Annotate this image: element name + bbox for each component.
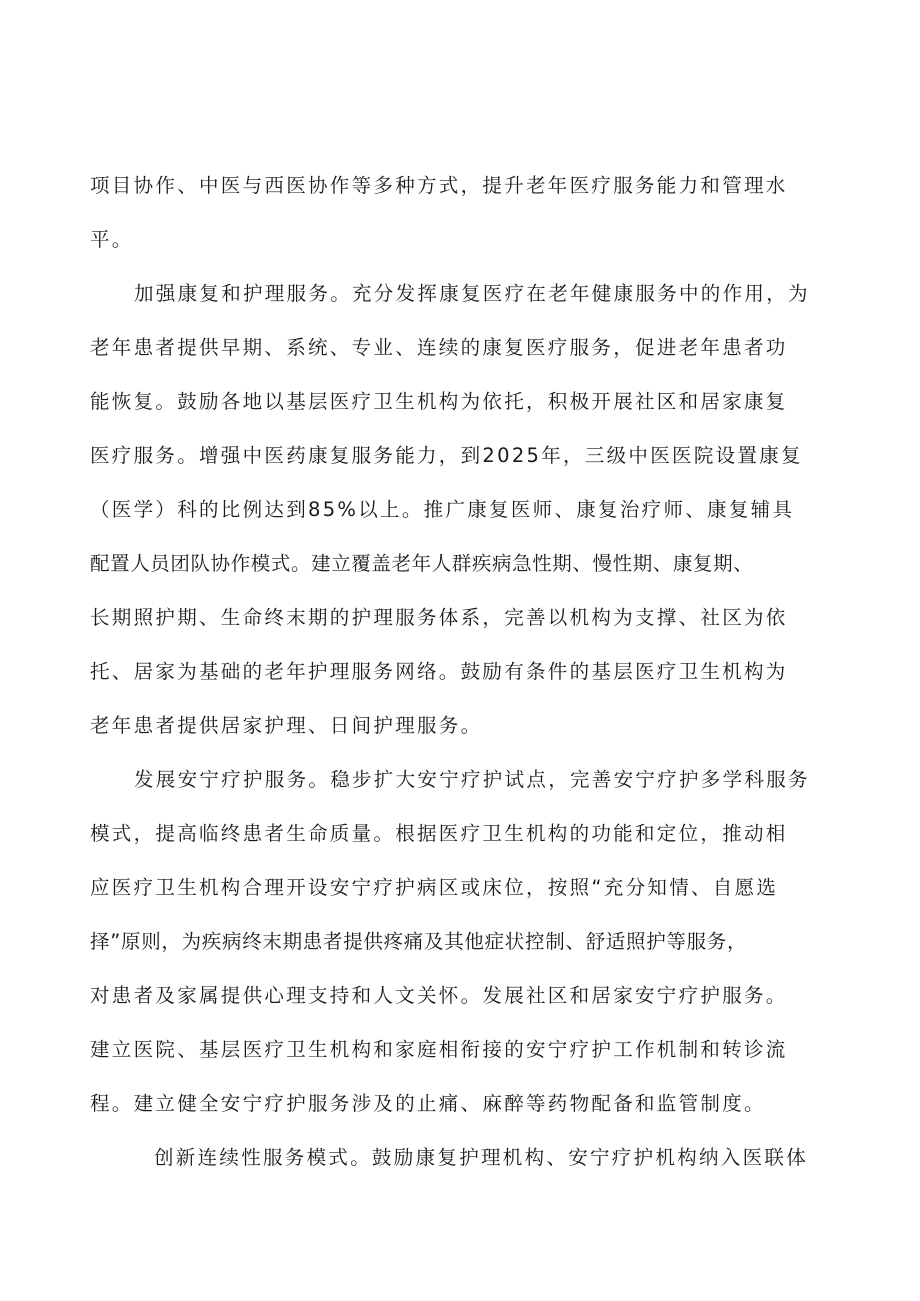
text-line: 能恢复。鼓励各地以基层医疗卫生机构为依托，积极开展社区和居家康复 — [90, 390, 788, 413]
text-line: 择”原则，为疾病终末期患者提供疼痛及其他症状控制、舒适照护等服务， — [90, 930, 748, 953]
paragraph-start-line: 创新连续性服务模式。鼓励康复护理机构、安宁疗护机构纳入医联体 — [154, 1146, 809, 1169]
paragraph-start-line: 加强康复和护理服务。充分发挥康复医疗在老年健康服务中的作用，为 — [134, 282, 810, 305]
text-line: 项目协作、中医与西医协作等多种方式，提升老年医疗服务能力和管理水 — [90, 174, 788, 197]
text-line: 程。建立健全安宁疗护服务涉及的止痛、麻醉等药物配备和监管制度。 — [90, 1092, 766, 1115]
text-line: 医疗服务。增强中医药康复服务能力，到2025年，三级中医医院设置康复 — [90, 444, 803, 467]
text-line: 平。 — [90, 228, 134, 251]
text-line: 应医疗卫生机构合理开设安宁疗护病区或床位，按照“充分知情、自愿选 — [90, 876, 779, 899]
text-line: 模式，提高临终患者生命质量。根据医疗卫生机构的功能和定位，推动相 — [90, 822, 788, 845]
text-line: （医学）科的比例达到85%以上。推广康复医师、康复治疗师、康复辅具 — [90, 498, 795, 521]
text-line: 配置人员团队协作模式。建立覆盖老年人群疾病急性期、慢性期、康复期、 — [90, 552, 754, 575]
paragraph-start-line: 发展安宁疗护服务。稳步扩大安宁疗护试点，完善安宁疗护多学科服务 — [134, 768, 810, 791]
text-line: 老年患者提供居家护理、日间护理服务。 — [90, 714, 483, 737]
text-line: 建立医院、基层医疗卫生机构和家庭相衔接的安宁疗护工作机制和转诊流 — [90, 1038, 788, 1061]
text-line: 老年患者提供早期、系统、专业、连续的康复医疗服务，促进老年患者功 — [90, 336, 788, 359]
text-line: 长期照护期、生命终末期的护理服务体系，完善以机构为支撑、社区为依 — [90, 606, 788, 629]
text-line: 对患者及家属提供心理支持和人文关怀。发展社区和居家安宁疗护服务。 — [90, 984, 788, 1007]
text-line: 托、居家为基础的老年护理服务网络。鼓励有条件的基层医疗卫生机构为 — [90, 660, 788, 683]
